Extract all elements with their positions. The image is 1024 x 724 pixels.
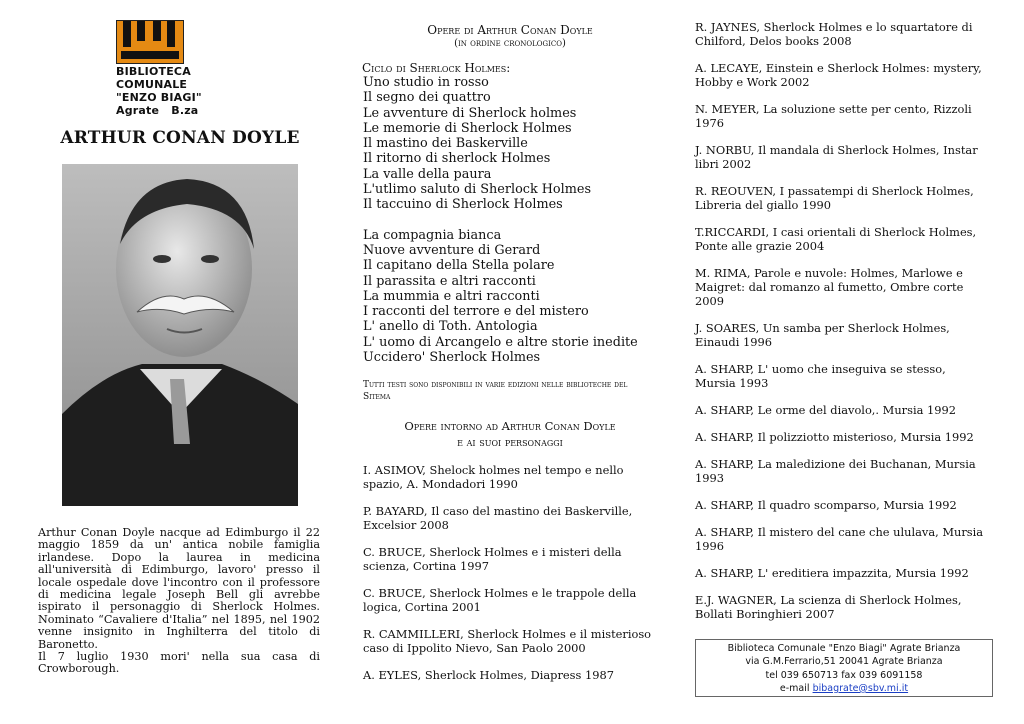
email-line (696, 682, 992, 695)
bibliography-entry: A. SHARP, La maledizione dei Buchanan, Mursia 1993 (695, 457, 976, 485)
list-item: Il taccuino di Sherlock Holmes (363, 197, 563, 213)
bibliography-entry: T.RICCARDI, I casi orientali di Sherlock Holmes, Ponte alle grazie 2004 (695, 225, 977, 253)
logo-line: Agrate B.za (116, 104, 199, 117)
bibliography-entry: A. SHARP, Le orme del diavolo,. Mursia 1992 (695, 403, 957, 417)
list-item: Le avventure di Sherlock holmes (363, 105, 577, 121)
email-label: e-mail (779, 682, 813, 694)
bibliography-entry: C. BRUCE, Sherlock Holmes e i misteri della scienza, Cortina 1997 (363, 545, 622, 574)
bibliography-entry: J. NORBU, Il mandala di Sherlock Holmes, Instar libri 2002 (695, 143, 978, 171)
logo-line: "ENZO BIAGI" (116, 91, 202, 104)
list-item: L'utlimo saluto di Sherlock Holmes (363, 182, 592, 198)
works-heading: Opere di Arthur Conan Doyle (427, 23, 593, 37)
address-line: via G.M.Ferrario,51 20041 Agrate Brianza (745, 656, 943, 668)
list-item: Uno studio in rosso (363, 75, 489, 90)
about-heading: Opere intorno ad Arthur Conan Doyle (404, 419, 616, 434)
cycle-list (363, 75, 665, 213)
list-item: Le memorie di Sherlock Holmes (363, 120, 572, 136)
biography-paragraph: Arthur Conan Doyle nacque ad Edimburgo il 22 maggio 1859 da un' antica nobile famiglia irlandese. Dopo la laurea in medicina all'università di Edimburgo, lavoro' presso il locale ospedale dove l'incontro con il professore di medicina legale Joseph Bell gli avrebbe ispirato il personaggio di Sherlock Holmes. Nominato “Cavaliere d'Italia” nel 1895, nel 1902 venne insignito in Inghilterra del titolo di Baronetto. (38, 526, 320, 651)
about-list (363, 463, 663, 682)
bibliography-entry: A. SHARP, Il mistero del cane che ululava, Mursia 1996 (695, 525, 984, 553)
works-column (355, 0, 665, 695)
bibliography-entry: A. SHARP, Il quadro scomparso, Mursia 1992 (695, 498, 957, 512)
bibliography-entry: A. SHARP, L' uomo che inseguiva se stesso, Mursia 1993 (695, 362, 946, 390)
bibliography-entry: A. SHARP, L' ereditiera impazzita, Mursia 1992 (695, 566, 969, 580)
list-item: L' anello di Toth. Antologia (363, 319, 538, 335)
biography-paragraph: Il 7 luglio 1930 mori' nella sua casa di Crowborough. (38, 650, 320, 676)
list-item: Il mastino dei Baskerville (363, 136, 528, 152)
list-item: Il capitano della Stella polare (363, 258, 555, 274)
library-address-box (695, 639, 993, 697)
about-column-continued (695, 20, 995, 634)
bibliography-entry: C. BRUCE, Sherlock Holmes e le trappole della logica, Cortina 2001 (363, 586, 637, 615)
author-portrait (62, 164, 298, 506)
about-subheading: e ai suoi personaggi (457, 435, 563, 450)
other-works-list (363, 228, 665, 366)
bibliography-entry: R. REOUVEN, I passatempi di Sherlock Holmes, Libreria del giallo 1990 (695, 184, 974, 212)
logo-line: COMUNALE (116, 78, 188, 91)
library-logo-icon (116, 20, 184, 64)
availability-note: Tutti testi sono disponibili in varie edizioni nelle biblioteche del Sitema (363, 380, 628, 403)
list-item: I racconti del terrore e del mistero (363, 304, 589, 320)
list-item: L' uomo di Arcangelo e altre storie inedite (363, 334, 638, 350)
logo-line: BIBLIOTECA (116, 65, 191, 78)
bibliography-entry: N. MEYER, La soluzione sette per cento, Rizzoli 1976 (695, 102, 972, 130)
author-biography (38, 527, 320, 676)
address-line: Biblioteca Comunale "Enzo Biagi" Agrate Brianza (727, 643, 961, 654)
list-item: Il ritorno di sherlock Holmes (363, 151, 551, 167)
bibliography-entry: R. JAYNES, Sherlock Holmes e lo squartatore di Chilford, Delos books 2008 (695, 20, 973, 48)
bibliography-entry: P. BAYARD, Il caso del mastino dei Baskerville, Excelsior 2008 (363, 504, 633, 533)
list-item: Nuove avventure di Gerard (363, 242, 541, 258)
bibliography-entry: A. LECAYE, Einstein e Sherlock Holmes: mystery, Hobby e Work 2002 (695, 61, 982, 89)
bibliography-entry: I. ASIMOV, Shelock holmes nel tempo e nello spazio, A. Mondadori 1990 (363, 463, 624, 492)
bibliography-entry: R. CAMMILLERI, Sherlock Holmes e il misterioso caso di Ippolito Nievo, San Paolo 2000 (363, 627, 652, 656)
works-subheading: (in ordine cronologico) (454, 38, 566, 49)
list-item: La valle della paura (363, 166, 492, 182)
list-item: La mummia e altri racconti (363, 288, 540, 304)
bibliography-entry: M. RIMA, Parole e nuvole: Holmes, Marlowe e Maigret: dal romanzo al fumetto, Ombre corte 2009 (695, 266, 964, 308)
list-item: La compagnia bianca (363, 227, 502, 243)
bibliography-entry: A. SHARP, Il polizziotto misterioso, Mursia 1992 (695, 430, 974, 444)
page-title: ARTHUR CONAN DOYLE (60, 128, 300, 148)
bibliography-entry: A. EYLES, Sherlock Holmes, Diapress 1987 (363, 668, 614, 683)
list-item: Il parassita e altri racconti (363, 273, 536, 289)
list-item: Uccidero' Sherlock Holmes (363, 350, 541, 366)
about-list-continued (695, 20, 985, 621)
bibliography-entry: J. SOARES, Un samba per Sherlock Holmes, Einaudi 1996 (695, 321, 950, 349)
list-item: Il segno dei quattro (363, 90, 491, 106)
library-logo (116, 20, 216, 116)
address-line: tel 039 650713 fax 039 6091158 (765, 669, 923, 681)
email-link[interactable]: bibagrate@sbv.mi.it (812, 682, 909, 694)
bibliography-entry: E.J. WAGNER, La scienza di Sherlock Holmes, Bollati Boringhieri 2007 (695, 593, 962, 621)
cycle-heading: Ciclo di Sherlock Holmes: (362, 61, 511, 75)
